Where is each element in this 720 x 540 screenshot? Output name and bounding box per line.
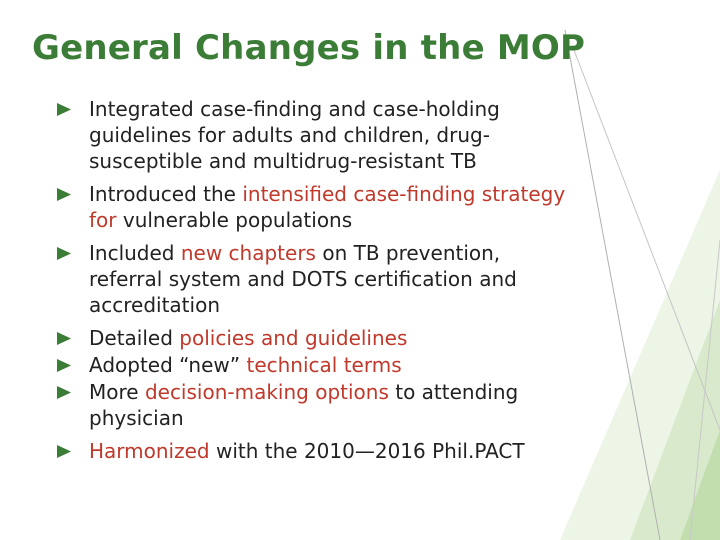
triangle-right-icon [57,332,71,345]
highlight-text: Harmonized [89,439,210,463]
bullet-text: Integrated case-finding and case-holding [89,97,500,121]
highlight-text: policies and guidelines [179,326,408,350]
bullet-item [57,96,657,174]
bullet-text: Included [89,241,181,265]
triangle-right-icon [57,386,71,399]
highlight-text: intensified case-finding strategy [242,182,566,206]
bullet-text: to attending [388,380,519,404]
triangle-right-icon [57,103,71,116]
highlight-text: technical terms [246,353,402,377]
bullet-item [57,181,657,233]
bullet-text: accreditation [89,293,220,317]
bullet-text: susceptible and multidrug-resistant TB [89,149,477,173]
bullet-list [57,96,657,471]
bullet-text: Detailed [89,326,180,350]
triangle-right-icon [57,247,71,260]
bullet-text: vulnerable populations [116,208,353,232]
bullet-item [57,325,657,351]
highlight-text: new chapters [180,241,316,265]
bullet-item [57,240,657,318]
bullet-text: More [89,380,145,404]
bullet-text: with the 2010—2016 Phil.PACT [209,439,525,463]
highlight-text: decision-making options [144,380,389,404]
bullet-item [57,438,657,464]
bullet-text: Adopted “new” [89,353,247,377]
bullet-text: referral system and DOTS certification and [89,267,517,291]
triangle-right-icon [57,359,71,372]
triangle-right-icon [57,445,71,458]
bullet-item [57,352,657,378]
slide-title: General Changes in the MOP [32,28,586,68]
bullet-text: physician [89,406,184,430]
bullet-item [57,379,657,431]
bullet-text: on TB prevention, [315,241,501,265]
bullet-text: Introduced the [89,182,243,206]
bullet-text: guidelines for adults and children, drug- [89,123,490,147]
triangle-right-icon [57,188,71,201]
highlight-text: for [89,208,117,232]
